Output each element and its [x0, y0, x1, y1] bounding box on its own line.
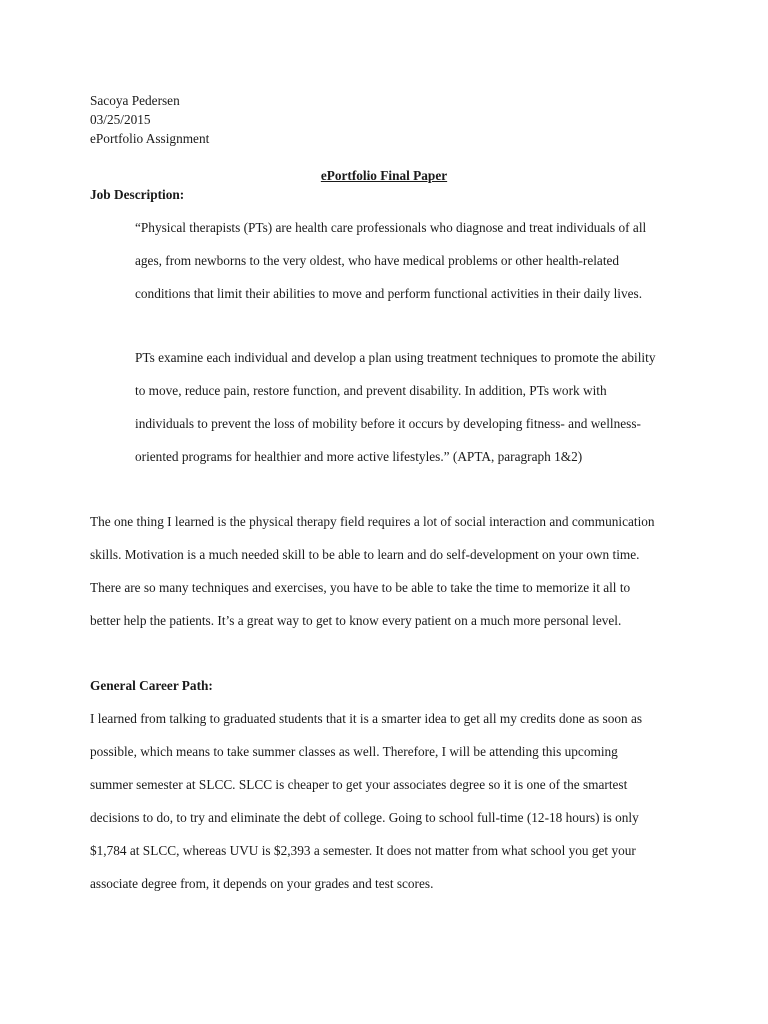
quote-line: to move, reduce pain, restore function, and prevent disability. In addition, PTs work with [135, 383, 607, 398]
quote-line: individuals to prevent the loss of mobility before it occurs by developing fitness- and wellness- [135, 416, 641, 431]
quote-line: conditions that limit their abilities to move and perform functional activities in their daily lives. [135, 286, 643, 301]
reflection-line: The one thing I learned is the physical therapy field requires a lot of social interaction and communication [90, 514, 655, 529]
quote-line: oriented programs for healthier and more active lifestyles.” (APTA, paragraph 1&2) [135, 449, 583, 464]
reflection-line: There are so many techniques and exercises, you have to be able to take the time to memorize it all to [90, 580, 631, 595]
career-path-line: I learned from talking to graduated students that it is a smarter idea to get all my credits done as soon as [90, 711, 643, 726]
career-path-line: possible, which means to take summer classes as well. Therefore, I will be attending this upcoming [90, 744, 618, 759]
career-path-heading: General Career Path: [90, 678, 213, 693]
career-path-line: $1,784 at SLCC, whereas UVU is $2,393 a semester. It does not matter from what school you get your [90, 843, 636, 858]
quote-line: “Physical therapists (PTs) are health care professionals who diagnose and treat individuals of all [135, 220, 647, 235]
job-description-heading: Job Description: [90, 187, 185, 202]
reflection-line: better help the patients. It’s a great way to get to know every patient on a much more personal level. [90, 613, 622, 628]
quote-line: PTs examine each individual and develop a plan using treatment techniques to promote the ability [135, 350, 656, 365]
career-path-line: associate degree from, it depends on your grades and test scores. [90, 876, 434, 891]
page-title: ePortfolio Final Paper [320, 168, 448, 183]
career-path-line: summer semester at SLCC. SLCC is cheaper to get your associates degree so it is one of the smartest [90, 777, 628, 792]
document-date: 03/25/2015 [90, 112, 151, 127]
quote-line: ages, from newborns to the very oldest, who have medical problems or other health-related [135, 253, 620, 268]
career-path-line: decisions to do, to try and eliminate the debt of college. Going to school full-time (12-18 hours) is only [90, 810, 639, 825]
assignment-name: ePortfolio Assignment [90, 131, 210, 146]
author-name: Sacoya Pedersen [90, 93, 180, 108]
reflection-line: skills. Motivation is a much needed skill to be able to learn and do self-development on your own time. [90, 547, 640, 562]
